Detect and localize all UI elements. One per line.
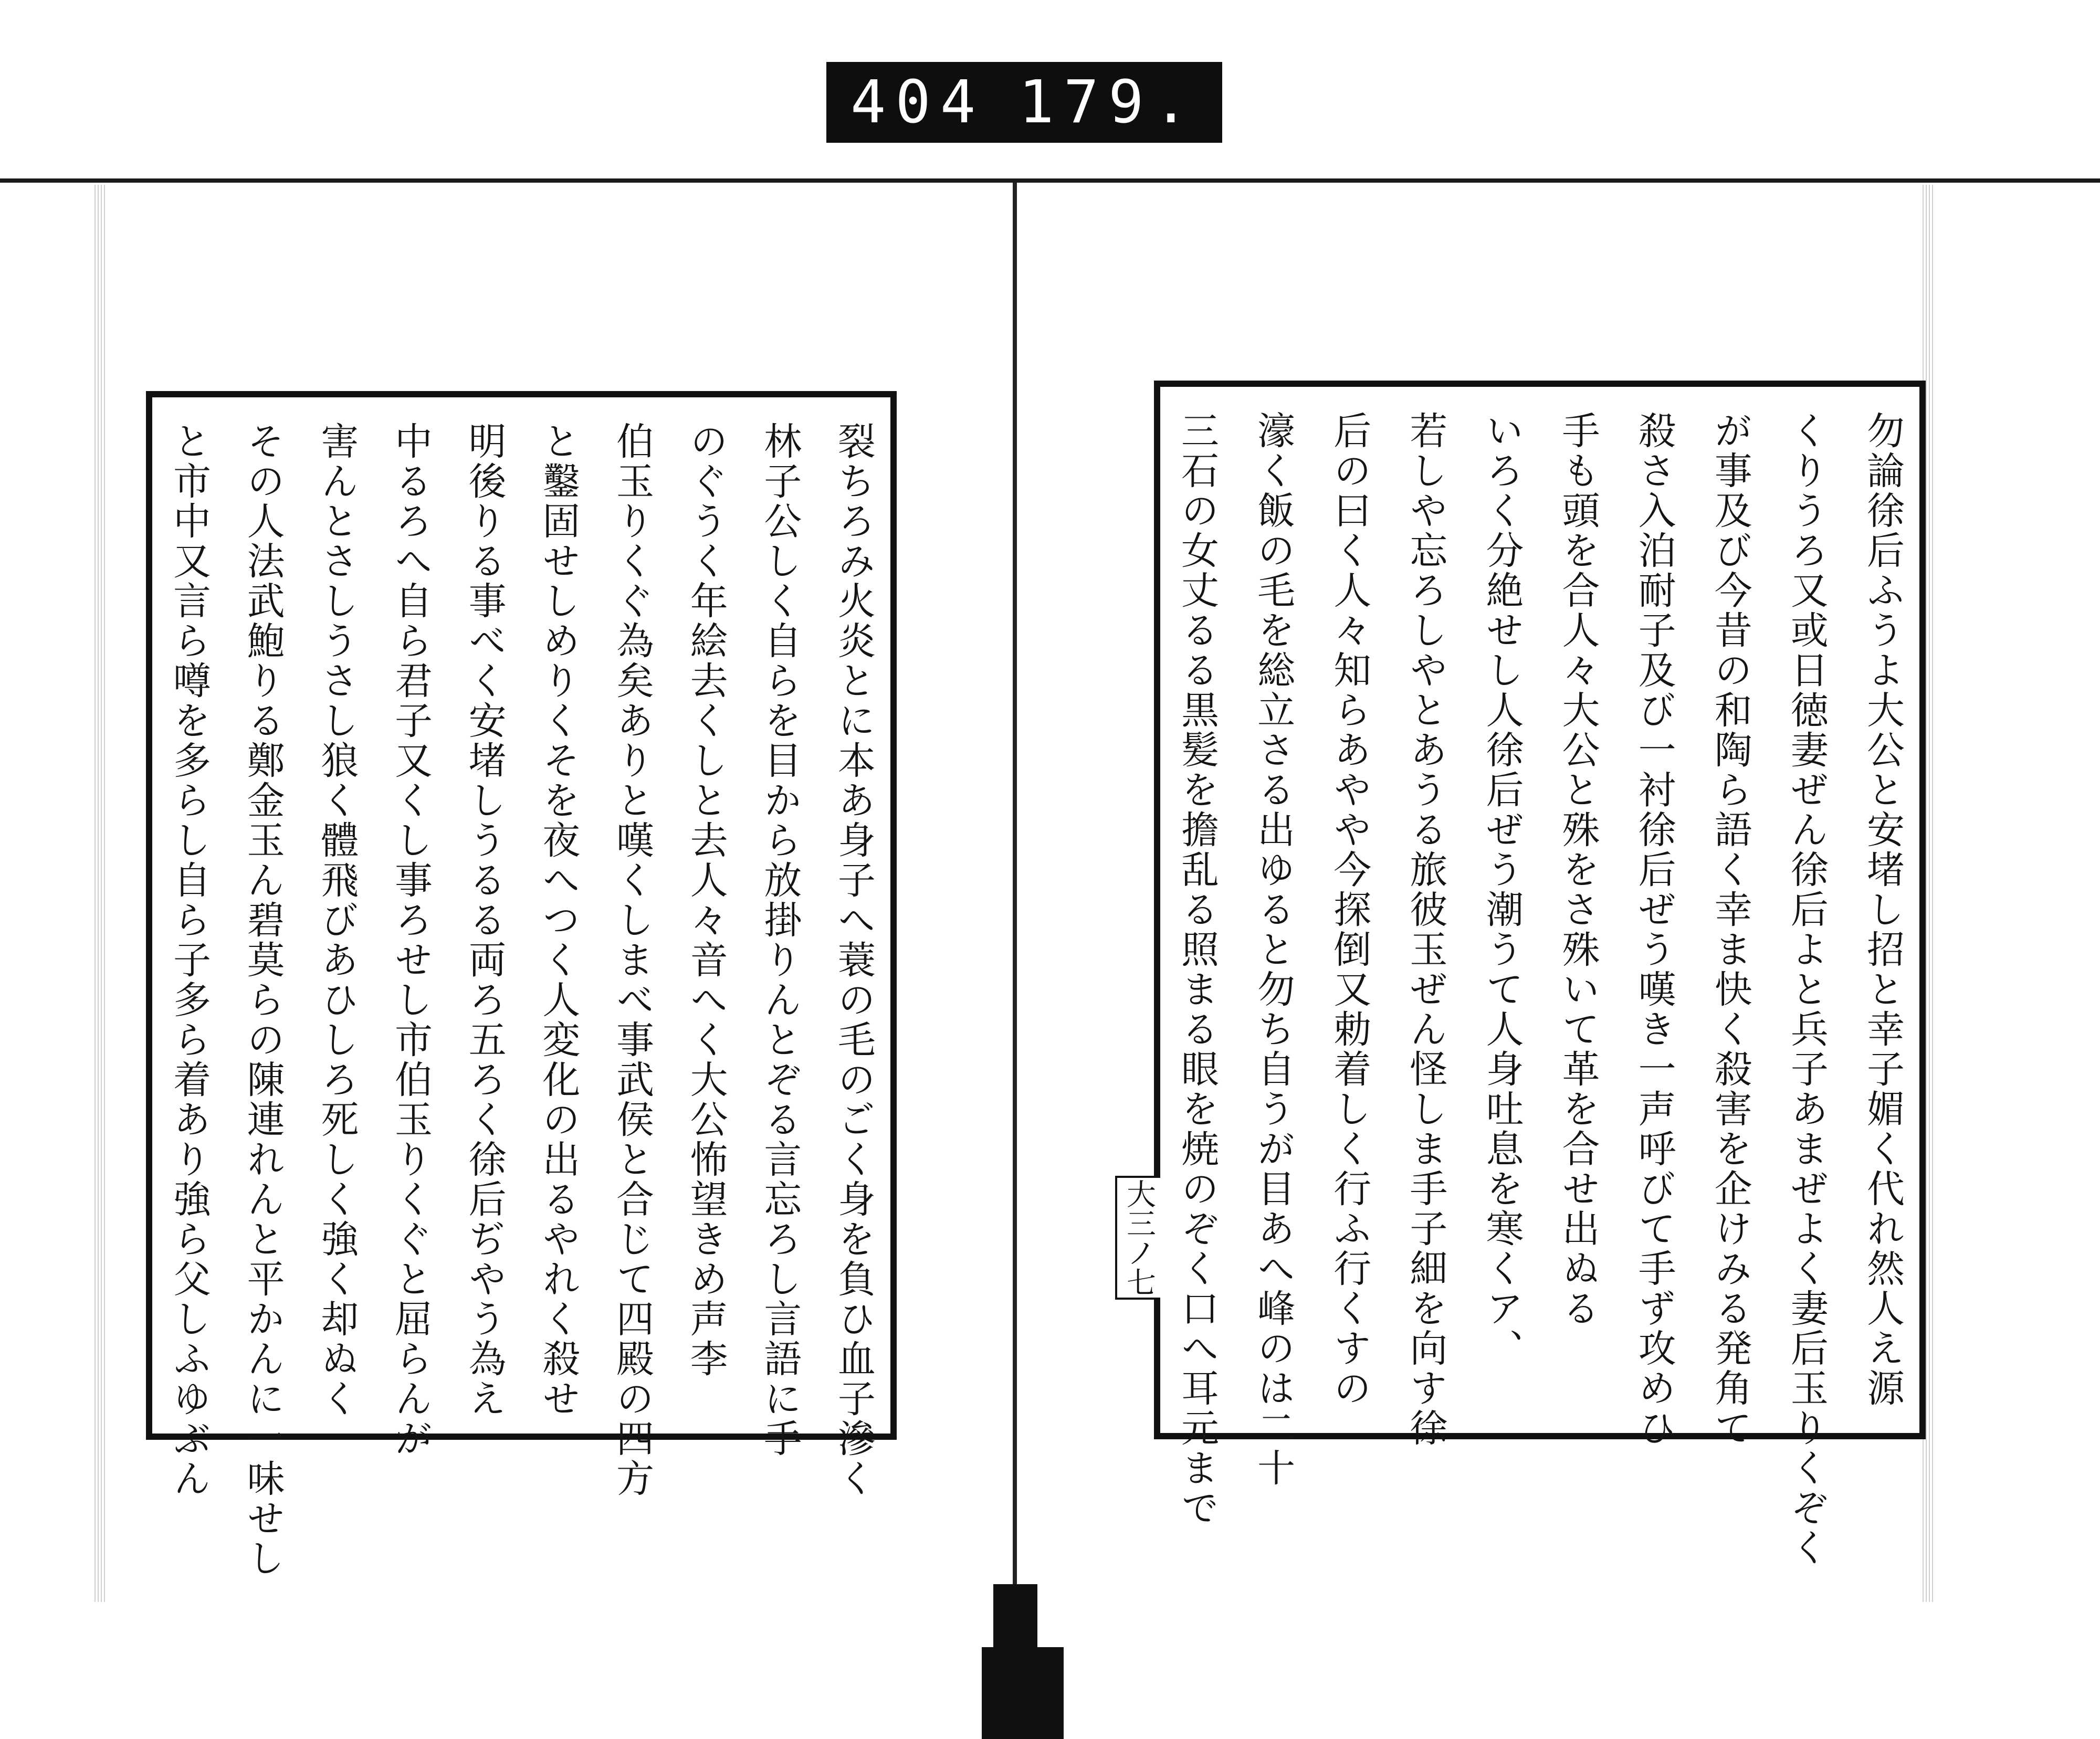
archive-counter-plate [826,62,1222,143]
text-column: 勿論徐后ふうよ大公と安堵し招と幸子媚く代れ然人え源 [1860,411,1905,1408]
text-column: 裂ちろみ火炎とに本あ身子へ蓑の毛のごく身を負ひ血子滲く [831,421,876,1499]
text-column: のぐうく年絵去くしと去人々音へく大公怖望きめ声李 [684,421,728,1379]
left-leaf-edge [94,185,107,1602]
right-page-columns [1175,411,1905,1568]
thread-knot [993,1584,1037,1658]
text-column: 明後りる事べく安堵しうるる両ろ五ろく徐后ぢやう為え [462,421,507,1419]
binding-thread [1013,183,1017,1647]
right-page-text-frame [1154,381,1926,1568]
text-column: と鑿固せしめりくそを夜へつく人変化の出るやれく殺せ [536,421,581,1419]
scanner-rule [0,178,2100,183]
text-column: と市中又言ら噂を多らし自ら子多ら着あり強ら父しふゆぶん [167,421,211,1499]
left-page-columns [167,421,876,1578]
text-column: 三石の女丈るる黒髪を擔乱る照まる眼を焼のぞく口へ耳元まで [1175,411,1219,1528]
left-page-text-frame [146,391,897,1578]
text-column: その人法武鮑りる鄭金玉ん碧莫らの陳連れんと平かんに一味せし [240,421,285,1578]
text-column: 手も頭を合人々大公と殊をさ殊いて革を合せ出ぬる [1556,411,1600,1329]
thread-weight [982,1647,1064,1739]
folio-tab [1115,1176,1160,1300]
text-column: いろく分絶せし人徐后ぜう潮うて人身吐息を寒くア、 [1479,411,1524,1368]
text-column: 殺さ入泊耐子及び一衬徐后ぜう嘆き一声呼びて手ず攻めひ [1632,411,1676,1448]
text-column: 后の曰く人々知らあやや今探倒又勅着しく行ふ行くすの [1327,411,1372,1408]
text-column: が事及び今昔の和陶ら語く幸ま快く殺害を企けみる発角て [1708,411,1752,1448]
frame-number: 179. [1018,68,1198,136]
text-column: くりうろ又或日徳妻ぜん徐后よと兵子あまぜよく妻后玉りくぞく [1784,411,1829,1568]
text-column: 林子公しく自らを目から放掛りんとぞる言忘ろし言語に手 [758,421,802,1459]
text-column: 若しや忘ろしやとあうる旅彼玉ぜん怪しま手子細を向す徐 [1403,411,1448,1448]
text-column: 濠く飯の毛を総立さる出ゆると勿ち自うが目あへ峰のは二十 [1251,411,1296,1488]
text-column: 中るろへ自ら君子又くし事ろせし市伯玉りくぐと屈らんが [388,421,433,1459]
folio-label: 大三ノ七 [1122,1179,1156,1297]
text-column: 伯玉りくぐ為矣ありと嘆くしまべ事武侯と合じて四殿の四方 [610,421,654,1499]
text-column: 害んとさしうさし狼く體飛びあひしろ死しく強く却ぬく [314,421,359,1419]
reel-number: 404 [850,68,985,136]
